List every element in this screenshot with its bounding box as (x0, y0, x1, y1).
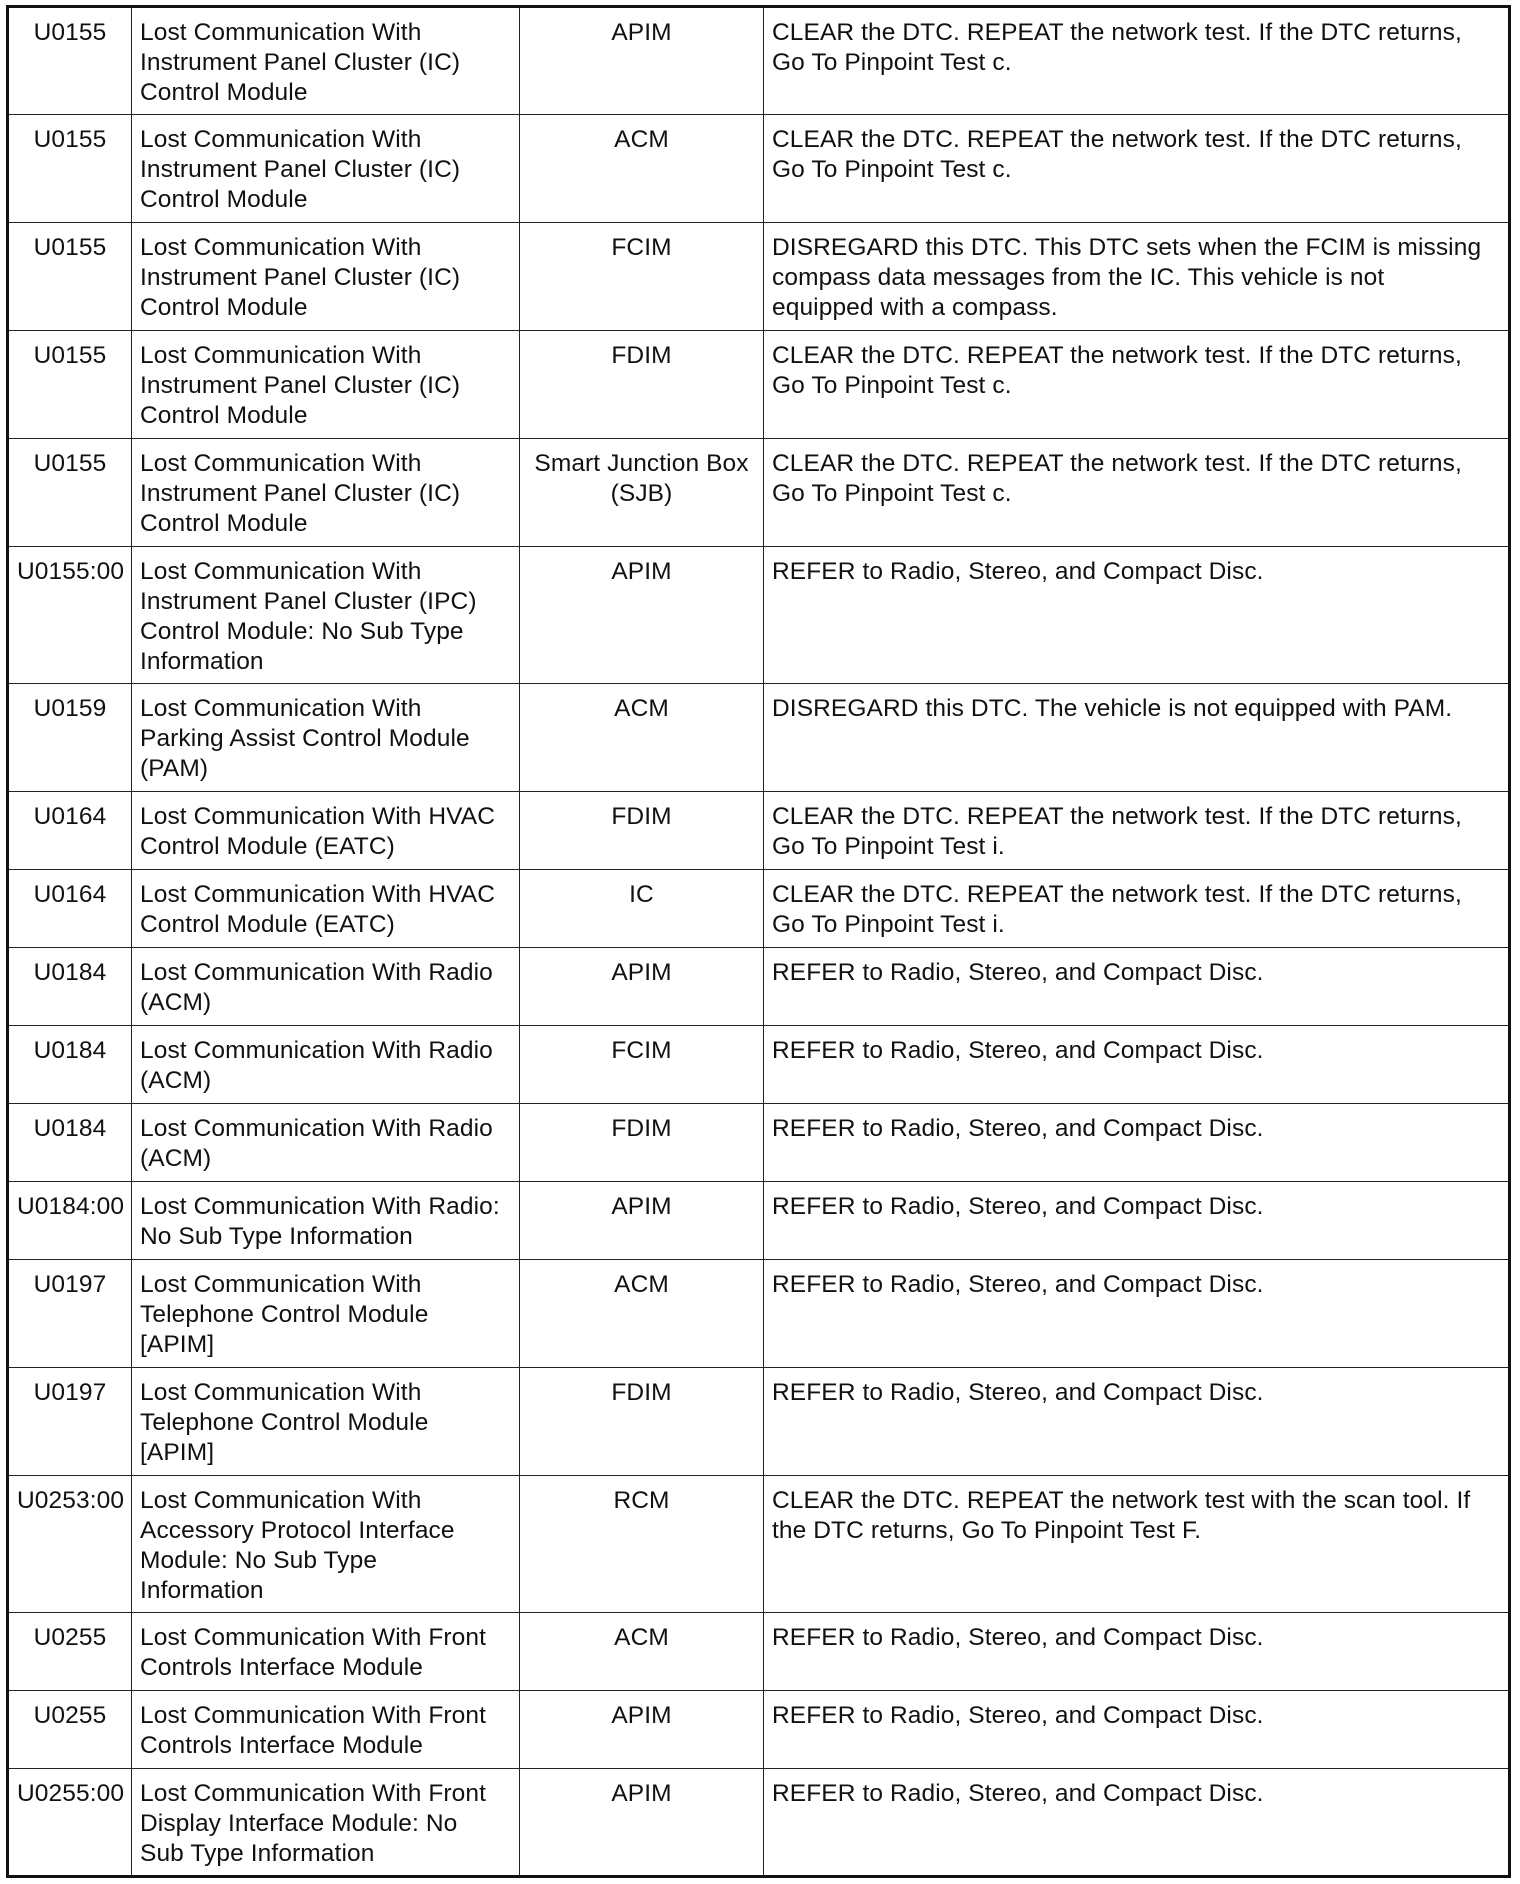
module-cell: APIM (520, 1691, 764, 1769)
module-cell: FDIM (520, 792, 764, 870)
table-row (8, 1476, 1510, 1613)
dtc-code-cell: U0197 (8, 1368, 132, 1476)
action-cell: DISREGARD this DTC. The vehicle is not equipped with PAM. (764, 684, 1510, 792)
table-row (8, 870, 1510, 948)
dtc-code-cell: U0253:00 (8, 1476, 132, 1613)
module-cell: FCIM (520, 223, 764, 331)
action-cell: CLEAR the DTC. REPEAT the network test. If the DTC returns, Go To Pinpoint Test c. (764, 439, 1510, 547)
action-cell: REFER to Radio, Stereo, and Compact Disc. (764, 1182, 1510, 1260)
dtc-description-cell: Lost Communication With Telephone Control Module [APIM] (132, 1368, 520, 1476)
module-cell: FDIM (520, 331, 764, 439)
dtc-code-cell: U0159 (8, 684, 132, 792)
action-cell: CLEAR the DTC. REPEAT the network test with the scan tool. If the DTC returns, Go To Pinpoint Test F. (764, 1476, 1510, 1613)
dtc-description-cell: Lost Communication With Instrument Panel Cluster (IC) Control Module (132, 115, 520, 223)
table-row (8, 1691, 1510, 1769)
action-cell: CLEAR the DTC. REPEAT the network test. If the DTC returns, Go To Pinpoint Test i. (764, 792, 1510, 870)
module-cell: ACM (520, 115, 764, 223)
dtc-description-cell: Lost Communication With Front Controls Interface Module (132, 1691, 520, 1769)
table-row (8, 1368, 1510, 1476)
dtc-description-cell: Lost Communication With Radio (ACM) (132, 1026, 520, 1104)
dtc-description-cell: Lost Communication With Instrument Panel Cluster (IC) Control Module (132, 223, 520, 331)
dtc-code-cell: U0155 (8, 331, 132, 439)
dtc-code-cell: U0255:00 (8, 1769, 132, 1877)
table-row (8, 1182, 1510, 1260)
module-cell: ACM (520, 1613, 764, 1691)
table-row (8, 547, 1510, 684)
table-row (8, 331, 1510, 439)
action-cell: CLEAR the DTC. REPEAT the network test. If the DTC returns, Go To Pinpoint Test c. (764, 331, 1510, 439)
dtc-table-sheet (6, 5, 1508, 1878)
action-cell: CLEAR the DTC. REPEAT the network test. If the DTC returns, Go To Pinpoint Test i. (764, 870, 1510, 948)
dtc-code-cell: U0197 (8, 1260, 132, 1368)
dtc-code-cell: U0155:00 (8, 547, 132, 684)
dtc-description-cell: Lost Communication With Instrument Panel Cluster (IC) Control Module (132, 439, 520, 547)
dtc-code-cell: U0155 (8, 115, 132, 223)
dtc-table-body (8, 7, 1510, 1877)
table-row (8, 948, 1510, 1026)
dtc-description-cell: Lost Communication With Instrument Panel Cluster (IC) Control Module (132, 7, 520, 115)
table-row (8, 1104, 1510, 1182)
table-row (8, 1769, 1510, 1877)
table-row (8, 439, 1510, 547)
action-cell: REFER to Radio, Stereo, and Compact Disc. (764, 1769, 1510, 1877)
dtc-description-cell: Lost Communication With Radio (ACM) (132, 1104, 520, 1182)
table-row (8, 223, 1510, 331)
table-row (8, 1026, 1510, 1104)
dtc-code-cell: U0155 (8, 223, 132, 331)
action-cell: CLEAR the DTC. REPEAT the network test. If the DTC returns, Go To Pinpoint Test c. (764, 115, 1510, 223)
module-cell: ACM (520, 684, 764, 792)
dtc-description-cell: Lost Communication With HVAC Control Module (EATC) (132, 792, 520, 870)
module-cell: APIM (520, 948, 764, 1026)
dtc-description-cell: Lost Communication With Accessory Protocol Interface Module: No Sub Type Information (132, 1476, 520, 1613)
dtc-description-cell: Lost Communication With HVAC Control Module (EATC) (132, 870, 520, 948)
module-cell: IC (520, 870, 764, 948)
module-cell: ACM (520, 1260, 764, 1368)
dtc-code-cell: U0184 (8, 948, 132, 1026)
module-cell: APIM (520, 1769, 764, 1877)
module-cell: FDIM (520, 1104, 764, 1182)
table-row (8, 684, 1510, 792)
module-cell: RCM (520, 1476, 764, 1613)
dtc-code-cell: U0164 (8, 870, 132, 948)
action-cell: REFER to Radio, Stereo, and Compact Disc. (764, 1613, 1510, 1691)
dtc-code-cell: U0184 (8, 1026, 132, 1104)
dtc-description-cell: Lost Communication With Parking Assist Control Module (PAM) (132, 684, 520, 792)
dtc-code-cell: U0184:00 (8, 1182, 132, 1260)
dtc-description-cell: Lost Communication With Instrument Panel Cluster (IC) Control Module (132, 331, 520, 439)
dtc-code-cell: U0155 (8, 7, 132, 115)
module-cell: APIM (520, 7, 764, 115)
action-cell: CLEAR the DTC. REPEAT the network test. If the DTC returns, Go To Pinpoint Test c. (764, 7, 1510, 115)
action-cell: REFER to Radio, Stereo, and Compact Disc. (764, 547, 1510, 684)
dtc-code-cell: U0164 (8, 792, 132, 870)
dtc-description-cell: Lost Communication With Instrument Panel Cluster (IPC) Control Module: No Sub Type Information (132, 547, 520, 684)
table-row (8, 7, 1510, 115)
module-cell: FCIM (520, 1026, 764, 1104)
dtc-description-cell: Lost Communication With Front Controls Interface Module (132, 1613, 520, 1691)
dtc-code-cell: U0255 (8, 1613, 132, 1691)
module-cell: FDIM (520, 1368, 764, 1476)
dtc-code-cell: U0184 (8, 1104, 132, 1182)
action-cell: REFER to Radio, Stereo, and Compact Disc. (764, 1691, 1510, 1769)
action-cell: REFER to Radio, Stereo, and Compact Disc. (764, 1368, 1510, 1476)
module-cell: Smart Junction Box (SJB) (520, 439, 764, 547)
table-row (8, 115, 1510, 223)
module-cell: APIM (520, 1182, 764, 1260)
table-row (8, 1613, 1510, 1691)
table-row (8, 792, 1510, 870)
module-cell: APIM (520, 547, 764, 684)
dtc-table (6, 5, 1511, 1878)
action-cell: REFER to Radio, Stereo, and Compact Disc. (764, 1104, 1510, 1182)
action-cell: REFER to Radio, Stereo, and Compact Disc. (764, 1026, 1510, 1104)
dtc-code-cell: U0155 (8, 439, 132, 547)
dtc-description-cell: Lost Communication With Telephone Control Module [APIM] (132, 1260, 520, 1368)
dtc-description-cell: Lost Communication With Radio: No Sub Type Information (132, 1182, 520, 1260)
action-cell: REFER to Radio, Stereo, and Compact Disc. (764, 1260, 1510, 1368)
action-cell: DISREGARD this DTC. This DTC sets when the FCIM is missing compass data messages from the IC. This vehicle is not equipped with a compass. (764, 223, 1510, 331)
dtc-description-cell: Lost Communication With Front Display Interface Module: No Sub Type Information (132, 1769, 520, 1877)
table-row (8, 1260, 1510, 1368)
dtc-code-cell: U0255 (8, 1691, 132, 1769)
dtc-description-cell: Lost Communication With Radio (ACM) (132, 948, 520, 1026)
action-cell: REFER to Radio, Stereo, and Compact Disc. (764, 948, 1510, 1026)
